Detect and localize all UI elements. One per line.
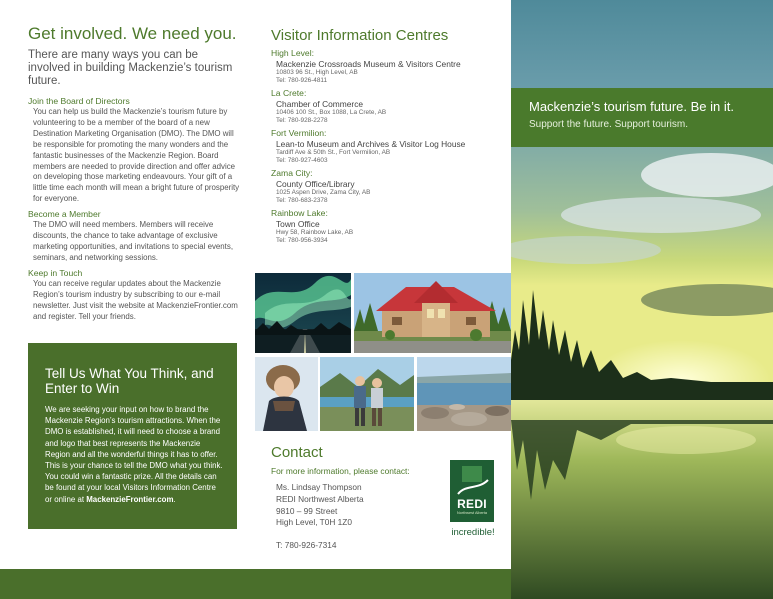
cover-panel [511,0,773,599]
visitor-centre-item [271,128,506,165]
board-directors-title: Join the Board of Directors [28,96,130,106]
centre-address: 10406 100 St., Box 1088, La Crete, AB [276,109,387,116]
centre-town: Fort Vermilion: [271,128,327,138]
cover-headline: Mackenzie’s tourism future. Be in it. [529,99,734,114]
visitor-centres-section [271,27,506,248]
tell-us-text: We are seeking your input on how to brand the Mackenzie Region’s tourism attractions. When the DMO is established, it will need to choose a brand and logo that best represents the Mackenzie Region and all the wonderful things it has to offer. This is your chance to tell the DMO what you think. You could win a fantastic prize. All the details can be found at your local Visitors Information Centre or online at [45,405,223,504]
visitor-centre-item [271,48,506,85]
visitor-centre-item [271,88,506,125]
rocky-shore-photo [417,357,511,431]
hikers-photo [320,357,414,431]
centre-town: High Level: [271,48,314,58]
contact-name: Ms. Lindsay Thompson [276,482,362,492]
centre-name: Town Office [276,219,320,229]
become-member-body: The DMO will need members. Members will receive discounts, the chance to take advantage of exclusive marketing opportunities, and invitations to special events, seminars, and networking sessions. [33,220,234,262]
tell-us-box [28,343,237,529]
centre-tel: Tel: 780-927-4603 [276,157,328,164]
redi-logo [447,460,497,542]
northern-lights-photo [255,273,351,353]
centre-address: Tardiff Ave & 50th St., Fort Vermilion, AB [276,149,391,156]
visitor-centre-item [271,168,506,205]
contact-title: Contact [271,444,323,461]
centre-name: County Office/Library [276,179,355,189]
tell-us-title: Tell Us What You Think, and Enter to Win [45,366,214,396]
cover-banner [511,88,773,147]
website-link[interactable]: MackenzieFrontier.com [86,494,174,504]
photo-collage [255,273,511,431]
redi-logo-name: REDI [457,497,487,511]
get-involved-intro: There are many ways you can be involved in building Mackenzie’s tourism future. [28,49,233,87]
contact-phone: T: 780-926-7314 [276,540,337,551]
centre-tel: Tel: 780-683-2378 [276,197,328,204]
winter-person-photo [255,357,318,431]
tell-us-body [45,404,225,505]
bottom-bar [0,569,511,599]
centre-address: 10803 96 St., High Level, AB [276,69,358,76]
get-involved-title: Get involved. We need you. [28,24,237,43]
centre-name: Mackenzie Crossroads Museum & Visitors Centre [276,59,461,69]
centre-town: Zama City: [271,168,313,178]
cover-subline: Support the future. Support tourism. [529,119,688,130]
centre-tel: Tel: 780-928-2278 [276,117,328,124]
redi-logo-tagline: incredible! [451,527,495,538]
visitor-centres-title: Visitor Information Centres [271,27,449,44]
tell-us-end: . [173,494,176,504]
become-member-title: Become a Member [28,209,101,220]
redi-logo-sub: Northwest Alberta [457,511,487,515]
keep-in-touch-body: You can receive regular updates about the Mackenzie Region’s tourism industry by subscribing to our e-mail newsletter. Just visit the website at MackenzieFrontier.com and register. Tell your friends. [33,278,238,321]
board-directors-body: You can help us build the Mackenzie’s tourism future by volunteering to be a member of the board of a new Destination Marketing Organisation (DMO). The DMO will be responsible for promoting the many wonders and the fantastic businesses of the Mackenzie Region. Board members are needed to provide direction and offer advice on developing those marketing endeavours. Your gift of a little time each month will mean a bright future of prosperity for everyone. [33,107,240,204]
get-involved-section [28,24,240,326]
centre-tel: Tel: 780-926-4811 [276,77,328,84]
contact-city: High Level, T0H 1Z0 [276,517,352,528]
centre-address: Hwy 58, Rainbow Lake, AB [276,229,354,236]
centre-tel: Tel: 780-956-3934 [276,237,328,244]
centre-name: Lean-to Museum and Archives & Visitor Log House [276,139,466,149]
contact-street: 9810 – 99 Street [276,505,338,516]
visitor-centre-item [271,208,506,245]
contact-lead: For more information, please contact: [271,466,410,476]
centre-name: Chamber of Commerce [276,99,364,109]
centre-town: La Crete: [271,88,307,98]
lodge-photo [354,273,511,353]
centre-town: Rainbow Lake: [271,208,328,218]
keep-in-touch-title: Keep in Touch [28,267,83,278]
centre-address: 1025 Aspen Drive, Zama City, AB [276,189,371,196]
contact-organization: REDI Northwest Alberta [276,493,364,504]
